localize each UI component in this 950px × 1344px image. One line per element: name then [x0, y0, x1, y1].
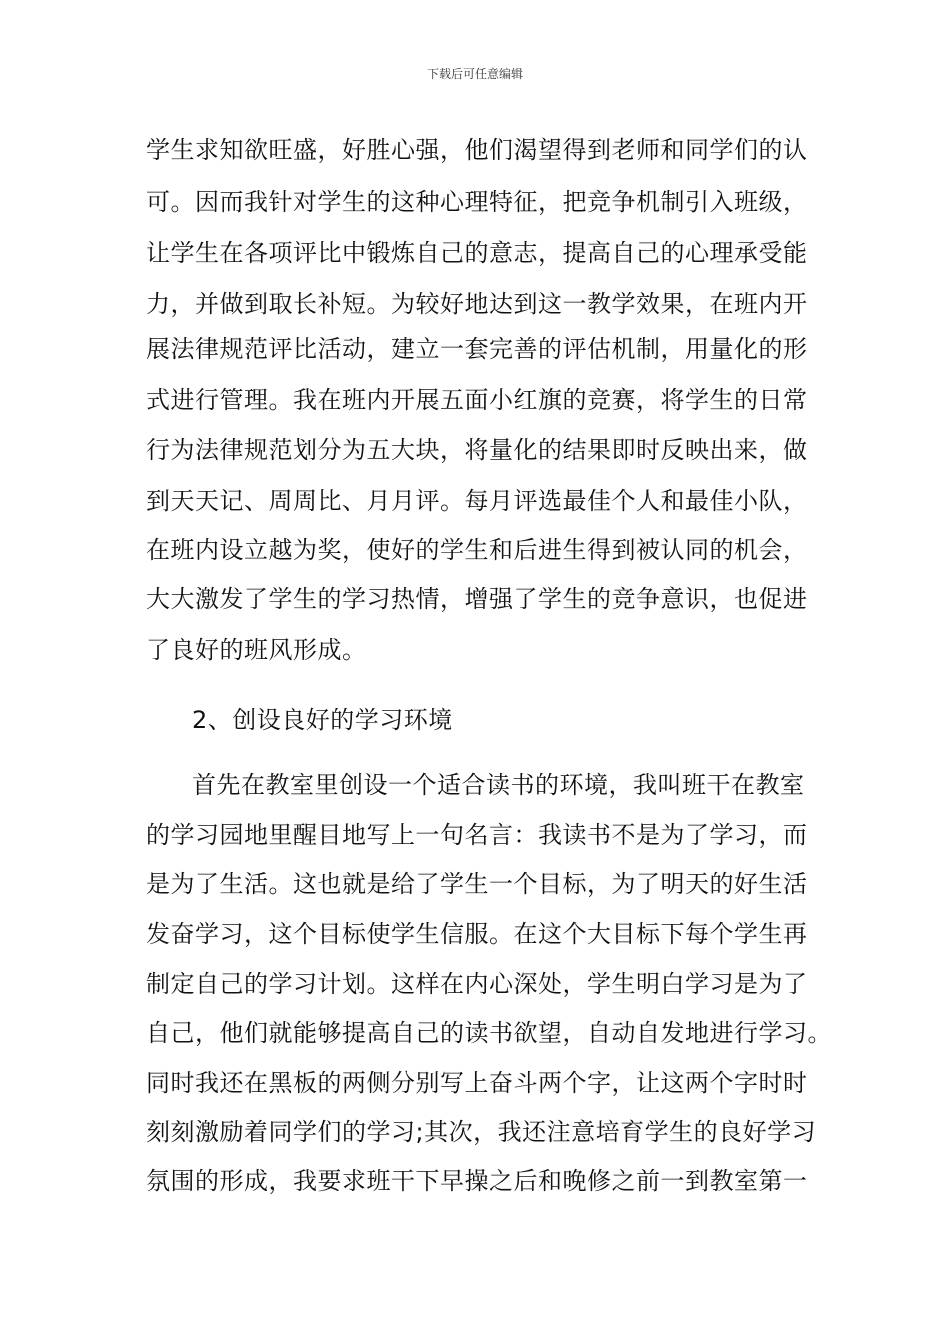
text-line: 刻刻激励着同学们的学习;其次，我还注意培育学生的良好学习: [146, 1118, 817, 1146]
text-line: 氛围的形成，我要求班干下早操之后和晚修之前一到教室第一: [146, 1167, 808, 1195]
text-line: 到天天记、周周比、月月评。每月评选最佳个人和最佳小队，: [146, 487, 808, 515]
text-line: 的学习园地里醒目地写上一句名言：我读书不是为了学习，而: [146, 821, 808, 849]
text-line: 制定自己的学习计划。这样在内心深处，学生明白学习是为了: [146, 970, 808, 998]
text-line: 展法律规范评比活动，建立一套完善的评估机制，用量化的形: [146, 335, 808, 363]
text-line: 行为法律规范划分为五大块，将量化的结果即时反映出来，做: [146, 436, 808, 464]
text-line: 式进行管理。我在班内开展五面小红旗的竞赛，将学生的日常: [146, 386, 808, 414]
text-line: 同时我还在黑板的两侧分别写上奋斗两个字，让这两个字时时: [146, 1069, 808, 1097]
text-line: 大大激发了学生的学习热情，增强了学生的竞争意识，也促进: [146, 585, 808, 613]
text-line: 让学生在各项评比中锻炼自己的意志，提高自己的心理承受能: [146, 239, 808, 267]
text-line: 首先在教室里创设一个适合读书的环境，我叫班干在教室: [192, 771, 805, 799]
text-line: 学生求知欲旺盛，好胜心强，他们渴望得到老师和同学们的认: [146, 136, 808, 164]
text-line: 可。因而我针对学生的这种心理特征，把竞争机制引入班级，: [146, 188, 808, 216]
text-line: 自己，他们就能够提高自己的读书欲望，自动自发地进行学习。: [146, 1019, 832, 1047]
text-line: 了良好的班风形成。: [146, 636, 367, 664]
text-line: 在班内设立越为奖，使好的学生和后进生得到被认同的机会，: [146, 536, 808, 564]
text-line: 力，并做到取长补短。为较好地达到这一教学效果，在班内开: [146, 290, 808, 318]
text-line: 是为了生活。这也就是给了学生一个目标，为了明天的好生活: [146, 870, 808, 898]
text-line: 发奋学习，这个目标使学生信服。在这个大目标下每个学生再: [146, 920, 808, 948]
section-heading: 2、创设良好的学习环境: [192, 706, 453, 734]
page-header: 下载后可任意编辑: [426, 67, 523, 81]
